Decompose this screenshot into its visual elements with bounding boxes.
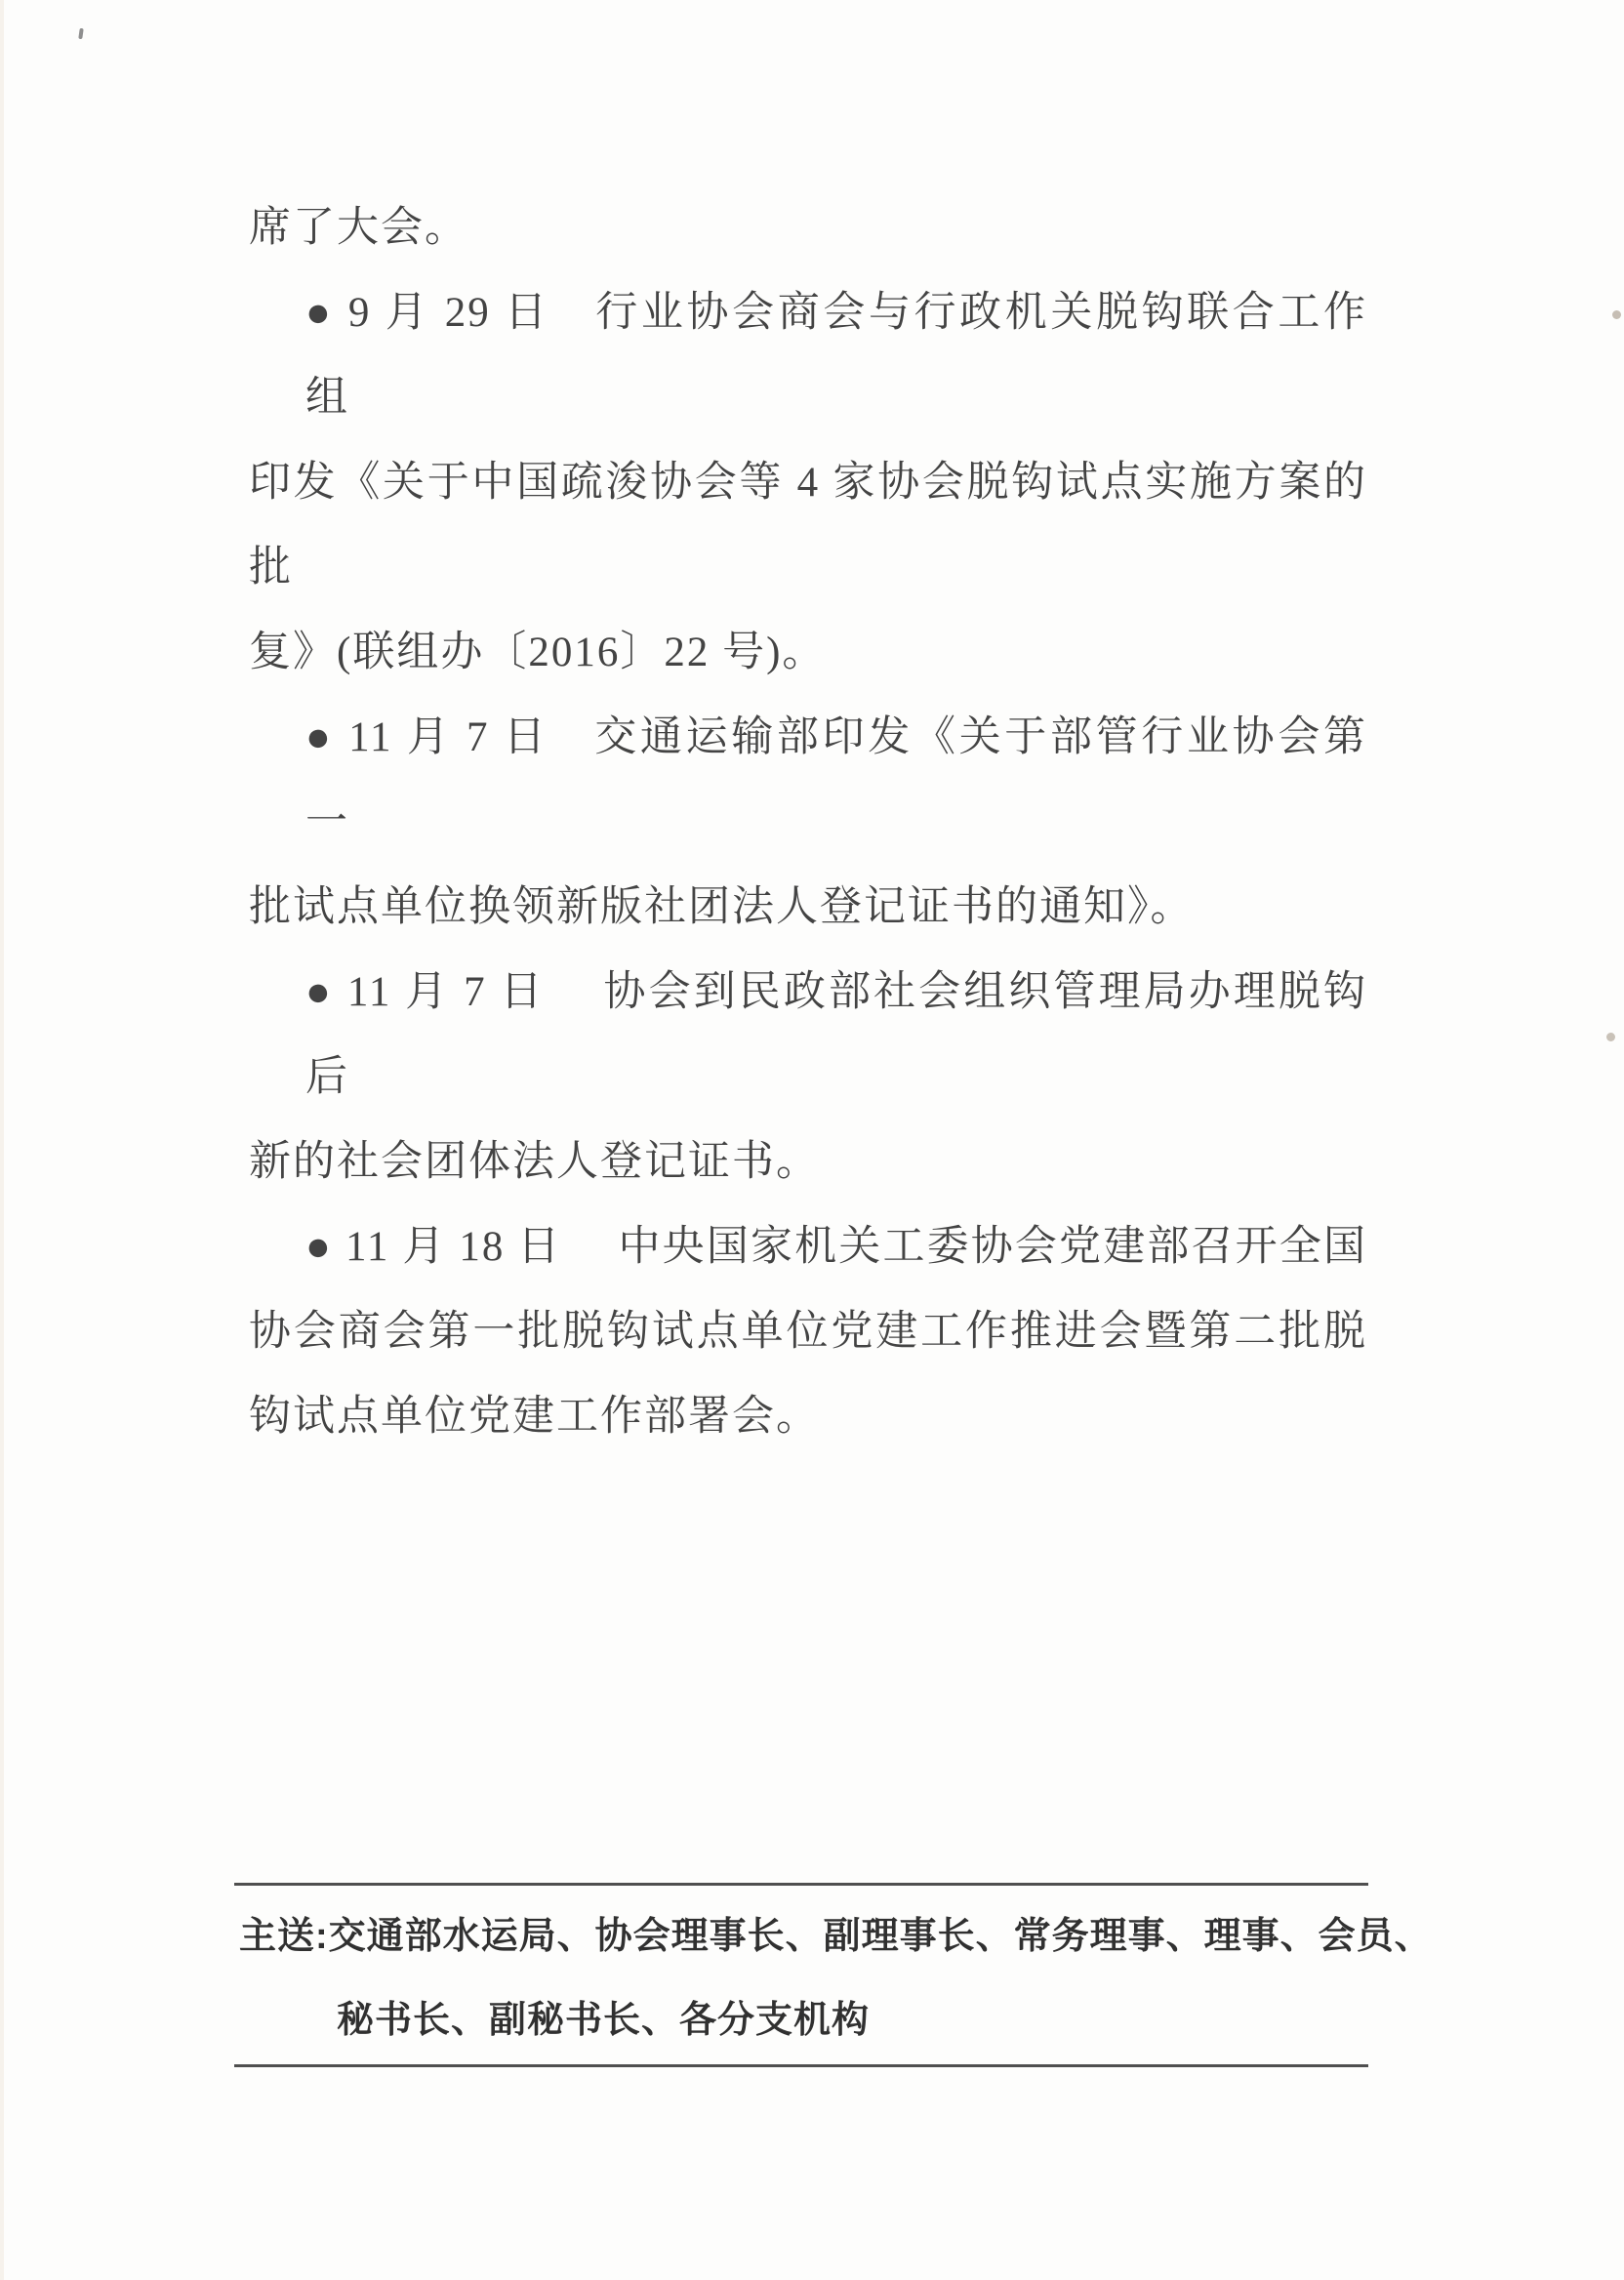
- event-body-line: 印发《关于中国疏浚协会等 4 家协会脱钩试点实施方案的批: [249, 460, 1367, 590]
- event-body-line: 批试点单位换领新版社团法人登记证书的通知》。: [249, 884, 1195, 930]
- distribution-line: 主送:交通部水运局、协会理事长、副理事长、常务理事、理事、会员、: [239, 1916, 1433, 1957]
- event-bullet-line: ● 11 月 18 日 中央国家机关工委协会党建部召开全国: [305, 1224, 1367, 1270]
- scan-speck: [1606, 1033, 1615, 1041]
- scan-edge-artifact: [0, 0, 4, 2280]
- distribution-line: 秘书长、副秘书长、各分支机构: [337, 2000, 871, 2041]
- event-body-line: 钩试点单位党建工作部署会。: [249, 1394, 820, 1440]
- event-bullet-line: ● 9 月 29 日 行业协会商会与行政机关脱钩联合工作组: [305, 290, 1367, 421]
- event-body-line: 复》(联组办〔2016〕22 号)。: [249, 630, 827, 675]
- scan-speck: [78, 28, 83, 39]
- event-bullet-line: ● 11 月 7 日 协会到民政部社会组织管理局办理脱钩后: [305, 969, 1367, 1100]
- event-body-line: 新的社会团体法人登记证书。: [249, 1139, 820, 1185]
- event-bullet-line: ● 11 月 7 日 交通运输部印发《关于部管行业协会第一: [305, 714, 1367, 845]
- footer-top-rule: [234, 1883, 1368, 1886]
- paragraph-continuation-line: 席了大会。: [249, 205, 468, 251]
- distribution-footer: [239, 1894, 1433, 2062]
- footer-bottom-rule: [234, 2064, 1368, 2067]
- document-body: [249, 185, 1367, 1459]
- scan-speck: [1612, 310, 1621, 319]
- event-body-line: 协会商会第一批脱钩试点单位党建工作推进会暨第二批脱: [249, 1309, 1367, 1355]
